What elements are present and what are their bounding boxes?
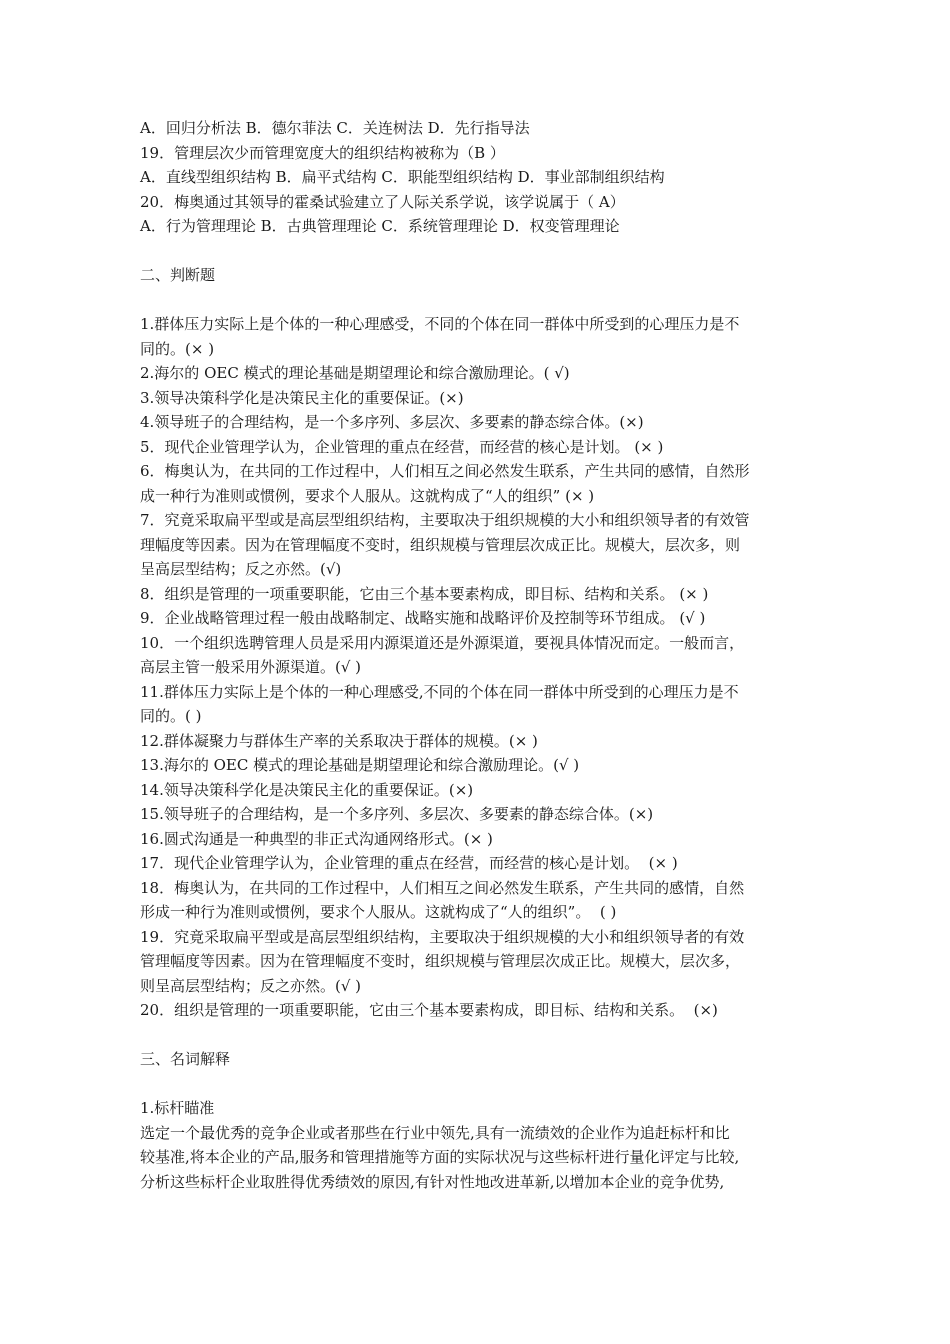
judgment-line: 14.领导决策科学化是决策民主化的重要保证。(×) [140,780,474,799]
judgment-line: 5．现代企业管理学认为，企业管理的重点在经营，而经营的核心是计划。 (× ) [140,437,664,456]
judgment-line: 8．组织是管理的一项重要职能，它由三个基本要素构成，即目标、结构和关系。 (× ) [140,584,709,603]
judgment-line: 6．梅奥认为，在共同的工作过程中，人们相互之间必然发生联系，产生共同的感情，自然形 [140,462,750,480]
mc-line: A．行为管理理论 B．古典管理理论 C．系统管理理论 D．权变管理理论 [140,217,620,235]
judgment-line: 18．梅奥认为，在共同的工作过程中，人们相互之间必然发生联系，产生共同的感情，自然 [140,878,745,897]
term-title: 1.标杆瞄准 [140,1099,215,1117]
judgment-line: 高层主管一般采用外源渠道。(√ ) [140,658,362,676]
judgment-line: 2.海尔的 OEC 模式的理论基础是期望理论和综合激励理论。( √) [140,364,570,382]
mc-line: A．回归分析法 B．德尔菲法 C．关连树法 D．先行指导法 [140,119,530,137]
judgment-item [140,876,816,925]
judgment-item [140,386,816,411]
judgment-line: 12.群体凝聚力与群体生产率的关系取决于群体的规模。(× ) [140,731,538,750]
document-content [140,116,816,1194]
judgment-item [140,998,816,1023]
judgment-line: 17．现代企业管理学认为，企业管理的重点在经营，而经营的核心是计划。 (× ) [140,854,678,872]
multiple-choice-tail [140,116,816,239]
judgment-item [140,435,816,460]
judgment-item [140,851,816,876]
judgment-line: 形成一种行为准则或惯例，要求个人服从。这就构成了“人的组织”。 ( ) [140,903,617,921]
term-line: 分析这些标杆企业取胜得优秀绩效的原因,有针对性地改进革新,以增加本企业的竞争优势, [140,1172,725,1191]
judgment-line: 16.圆式沟通是一种典型的非正式沟通网络形式。(× ) [140,829,493,848]
judgment-line: 9．企业战略管理过程一般由战略制定、战略实施和战略评价及控制等环节组成。 (√ ) [140,609,706,627]
judgment-line: 3.领导决策科学化是决策民主化的重要保证。(×) [140,388,464,407]
term-definition [140,1121,816,1195]
judgment-line: 管理幅度等因素。因为在管理幅度不变时，组织规模与管理层次成正比。规模大，层次多， [140,952,741,970]
judgment-item [140,361,816,386]
judgment-line: 15.领导班子的合理结构，是一个多序列、多层次、多要素的静态综合体。(×) [140,805,654,823]
judgment-line: 1.群体压力实际上是个体的一种心理感受，不同的个体在同一群体中所受到的心理压力是不 [140,315,740,333]
judgment-item [140,753,816,778]
judgment-line: 同的。( ) [140,707,202,725]
judgment-item [140,508,816,582]
judgment-item [140,606,816,631]
judgment-line: 13.海尔的 OEC 模式的理论基础是期望理论和综合激励理论。(√ ) [140,756,580,774]
spacer [140,239,816,264]
judgment-line: 则呈高层型结构；反之亦然。(√ ) [140,976,362,995]
spacer [140,288,816,313]
mc-line: 19．管理层次少而管理宽度大的组织结构被称为（B ） [140,143,505,162]
mc-line: 20．梅奥通过其领导的霍桑试验建立了人际关系学说，该学说属于（ A） [140,192,625,211]
section-title-judgment: 二、判断题 [140,266,216,284]
judgment-line: 呈高层型结构；反之亦然。(√) [140,560,342,578]
judgment-line: 4.领导班子的合理结构，是一个多序列、多层次、多要素的静态综合体。(×) [140,413,644,431]
judgment-line: 同的。(× ) [140,339,215,358]
judgment-item [140,802,816,827]
judgment-item [140,925,816,999]
judgment-item [140,729,816,754]
judgment-line: 成一种行为准则或惯例，要求个人服从。这就构成了“人的组织” (× ) [140,486,595,505]
section-title-terms: 三、名词解释 [140,1050,231,1068]
judgment-item [140,312,816,361]
judgment-list [140,312,816,1023]
judgment-line: 理幅度等因素。因为在管理幅度不变时，组织规模与管理层次成正比。规模大，层次多，则 [140,535,741,554]
judgment-item [140,680,816,729]
judgment-line: 19．究竟采取扁平型或是高层型组织结构，主要取决于组织规模的大小和组织领导者的有效 [140,927,745,946]
judgment-item [140,778,816,803]
judgment-item [140,410,816,435]
judgment-line: 20．组织是管理的一项重要职能，它由三个基本要素构成，即目标、结构和关系。 (×) [140,1001,718,1019]
spacer [140,1023,816,1048]
judgment-line: 11.群体压力实际上是个体的一种心理感受,不同的个体在同一群体中所受到的心理压力是不 [140,682,739,701]
judgment-item [140,827,816,852]
judgment-line: 7．究竟采取扁平型或是高层型组织结构，主要取决于组织规模的大小和组织领导者的有效管 [140,511,750,529]
mc-line: A．直线型组织结构 B．扁平式结构 C．职能型组织结构 D．事业部制组织结构 [140,168,665,186]
spacer [140,1072,816,1097]
judgment-item [140,631,816,680]
term-line: 较基准,将本企业的产品,服务和管理措施等方面的实际状况与这些标杆进行量化评定与比较, [140,1148,740,1166]
judgment-item [140,459,816,508]
judgment-item [140,582,816,607]
term-line: 选定一个最优秀的竞争企业或者那些在行业中领先,具有一流绩效的企业作为追赶标杆和比 [140,1123,730,1142]
judgment-line: 10．一个组织选聘管理人员是采用内源渠道还是外源渠道，要视具体情况而定。一般而言， [140,633,745,652]
